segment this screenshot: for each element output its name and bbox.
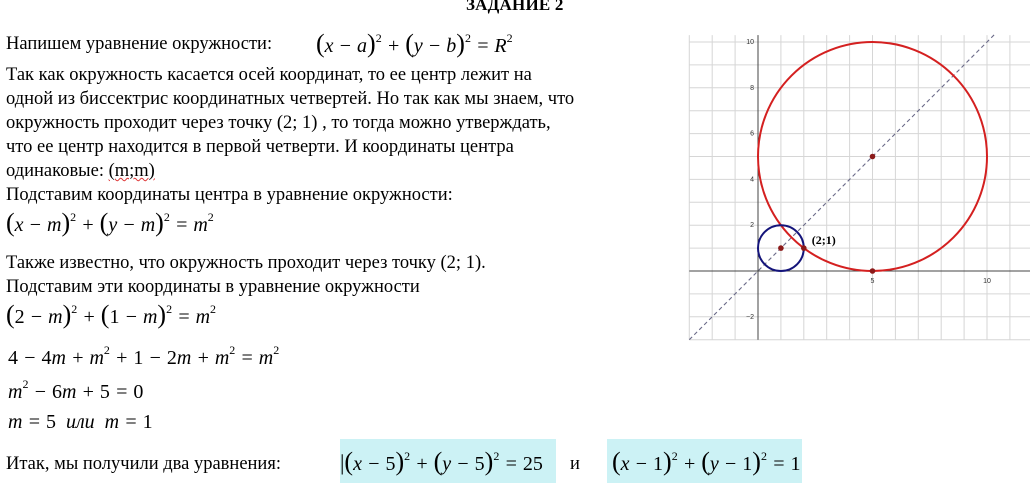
equation-center: $(x - m)^2 + (y - m)^2 = m^2$ <box>6 208 214 237</box>
result-equation-2: $(x - 1)^2 + (y - 1)^2 = 1$ <box>612 447 801 476</box>
substitute-center-text: Подставим координаты центра в уравнение окружности: <box>6 185 453 205</box>
substitute-point-text: Подставим эти координаты в уравнение окружности <box>6 277 420 297</box>
paragraph-line-1: Так как окружность касается осей координат, то ее центр лежит на <box>6 65 532 85</box>
equation-step-4: m = 5 или m = 1 <box>8 411 153 433</box>
paragraph-line-2: одной из биссектрис координатных четвертей. Но так как мы знаем, что <box>6 89 575 109</box>
x-tick-label: 5 <box>870 278 875 285</box>
general-equation: $(x - a)^2 + (y - b)^2 = R^2$ <box>316 29 513 58</box>
equation-step-2: $4 - 4m + m^2 + 1 - 2m + m^2 = m^2$ <box>8 343 280 369</box>
y-tick-label: 10 <box>746 39 754 46</box>
center-coords: (m;m) <box>108 161 155 181</box>
paragraph-line-5: одинаковые: (m;m) <box>6 161 155 181</box>
graph-point <box>870 268 876 274</box>
graph-grid <box>689 35 1030 340</box>
graph-point <box>778 245 784 251</box>
paragraph-line-4: что ее центр находится в первой четверти. И координаты центра <box>6 137 514 157</box>
result-equation-1: $|(x - 5)^2 + (y - 5)^2 = 25$ <box>340 447 543 476</box>
equation-step-3: $m^2 - 6m + 5 = 0$ <box>8 377 144 403</box>
y-tick-label: −2 <box>746 313 754 321</box>
graph-point <box>870 154 876 160</box>
intro-label: Напишем уравнение окружности: <box>6 34 273 54</box>
y-tick-label: 8 <box>750 84 754 92</box>
y-tick-label: 6 <box>750 130 754 138</box>
graph-point <box>801 245 807 251</box>
result-and: и <box>570 454 580 474</box>
paragraph-line-3: окружность проходит через точку (2; 1) , то тогда можно утверждать, <box>6 113 551 133</box>
y-tick-label: 2 <box>750 222 754 230</box>
point-label: (2;1) <box>811 233 836 248</box>
x-tick-label: 10 <box>983 278 991 285</box>
result-label: Итак, мы получили два уравнения: <box>6 454 281 474</box>
equation-step-1: $(2 - m)^2 + (1 - m)^2 = m^2$ <box>6 300 217 329</box>
also-known-text: Также известно, что окружность проходит через точку (2; 1). <box>6 253 486 273</box>
y-tick-label: 4 <box>750 176 754 184</box>
task-title: ЗАДАНИЕ 2 <box>466 0 564 14</box>
